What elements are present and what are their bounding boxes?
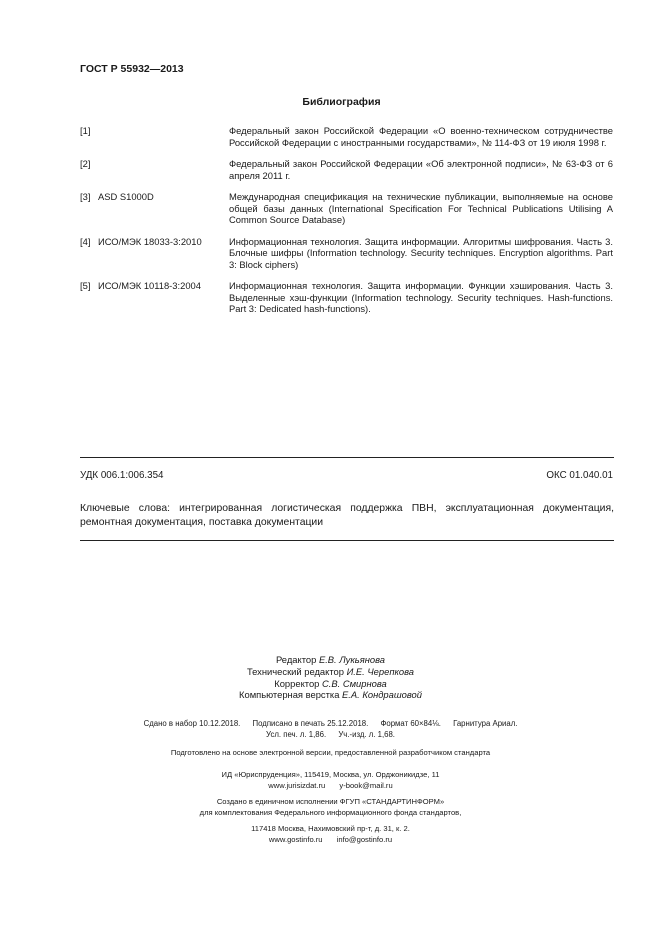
print-sheets: Усл. печ. л. 1,86. [266,730,327,740]
entry-number: [5] [80,280,91,291]
print-format: Формат 60×84⅛. [380,719,441,728]
bibliography-entry [80,236,614,271]
entry-document: ИСО/МЭК 10118-3:2004 [98,280,201,291]
bibliography-entry [80,191,614,226]
print-info-row [0,729,661,740]
standartinform-note: Создано в единичном исполнении ФГУП «СТАНДАРТИНФОРМ» [216,797,445,807]
divider-top [80,457,614,458]
entry-document [98,125,229,148]
prepared-note: Подготовлено на основе электронной версии, предоставленной разработчиком стандарта [170,748,491,757]
print-info-row [0,718,661,729]
keywords: Ключевые слова: интегрированная логистическая поддержка ПВН, эксплуатационная документация, ремонтная документация, поставка документации [80,503,614,528]
standard-header: ГОСТ Р 55932—2013 [80,63,184,75]
bibliography-entry [80,280,614,315]
standartinform-website: www.gostinfo.ru [268,834,323,844]
entry-document: ASD S1000D [98,191,154,202]
bibliography-list [80,125,614,325]
standartinform-purpose: для комплектования Федерального информационного фонда стандартов, [199,807,462,817]
entry-text: Информационная технология. Защита информации. Алгоритмы шифрования. Часть 3. Блочные шифры (Information technology. Security techniques. Encryption algorithms. Part 3: Block ciphers) [229,235,613,270]
udk-code: УДК 006.1:006.354 [80,470,164,481]
entry-number: [3] [80,191,91,202]
publisher-website: www.jurisizdat.ru [268,780,326,790]
signed-date: Подписано в печать 25.12.2018. [252,719,369,728]
entry-number: [4] [80,235,91,247]
entry-text: Международная спецификация на технические публикации, выполняемые на основе общей базы данных (International Specification For Technical Publications Utilising A Common Source Database) [229,191,613,225]
publishing-sheets: Уч.-изд. л. 1,68. [338,730,395,740]
submitted-date: Сдано в набор 10.12.2018. [143,719,241,728]
oks-code: ОКС 01.040.01 [546,470,613,481]
credit-name: С.В. Смирнова [322,677,387,689]
entry-text: Федеральный закон Российской Федерации «О военно-техническом сотрудничестве Российской Федерации с иностранными государствами», № 114-ФЗ от 19 июля 1998 г. [229,125,613,148]
credit-tech-editor [0,666,661,678]
standartinform-contacts [0,835,661,846]
publisher-contacts [0,781,661,792]
entry-number: [1] [80,125,91,136]
bibliography-entry [80,125,614,148]
credit-role: Компьютерная верстка [239,689,340,701]
credit-corrector [0,678,661,690]
credit-role: Технический редактор [246,665,344,677]
entry-text: Информационная технология. Защита информации. Функции хэширования. Часть 3. Выделенные хэш-функции (Information technology. Security techniques. Hash-functions. Part 3: Dedicated hash-functions). [229,280,613,314]
credit-name: Е.А. Кондрашовой [342,689,422,701]
credit-role: Редактор [275,654,317,665]
standartinform-address: 117418 Москва, Нахимовский пр-т, д. 31, к. 2. [251,824,410,834]
credit-editor [0,654,661,666]
standartinform-email: info@gostinfo.ru [336,834,393,844]
entry-document: ИСО/МЭК 18033-3:2010 [98,235,202,247]
credit-name: И.Е. Черепкова [346,665,415,677]
credit-role: Корректор [274,677,320,689]
divider-bottom [80,540,614,541]
print-font: Гарнитура Ариал. [453,719,518,728]
publisher-email: y-book@mail.ru [339,780,393,790]
credits-block [0,654,661,701]
publisher-block [0,770,661,846]
credit-name: Е.В. Лукьянова [318,654,386,665]
print-info [0,718,661,740]
entry-text: Федеральный закон Российской Федерации «Об электронной подписи», № 63-ФЗ от 6 апреля 2011 г. [229,158,613,181]
bibliography-title: Библиография [302,96,381,108]
publisher-address: ИД «Юриспруденция», 115419, Москва, ул. Орджоникидзе, 11 [221,770,440,779]
bibliography-entry [80,158,614,181]
entry-number: [2] [80,158,91,169]
entry-document [98,158,229,181]
credit-layout [0,689,661,701]
